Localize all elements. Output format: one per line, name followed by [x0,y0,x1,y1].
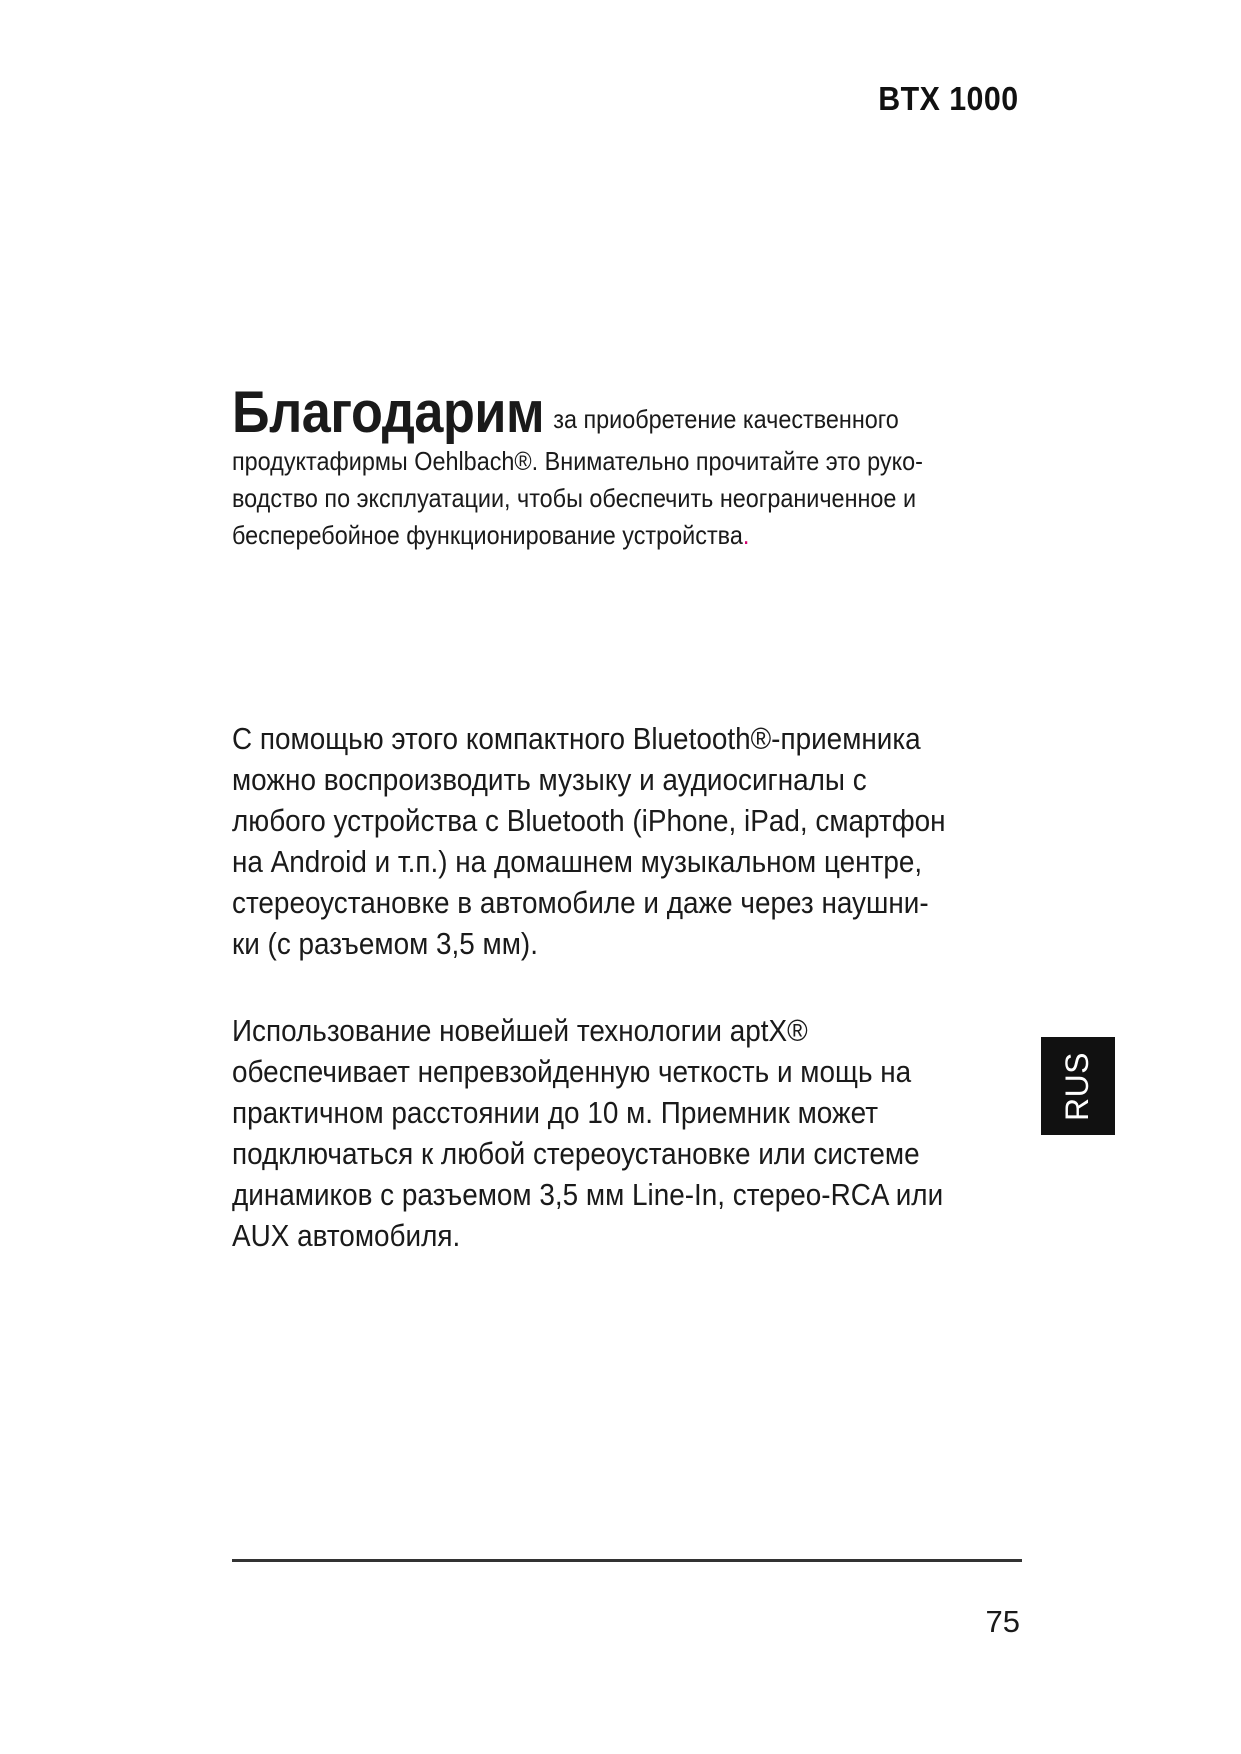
language-tab [1041,1037,1115,1135]
intro-line-4-text: бесперебойное функционирование устройства [232,520,743,550]
intro-line-3: водство по эксплуатации, чтобы обеспечить неограниченное и [232,483,917,513]
paragraph-aptx [232,1010,992,1256]
language-tab-label: RUS [1059,1051,1096,1121]
paragraph-line: обеспечивает непревзойденную четкость и мощь на [232,1054,912,1089]
intro-block [232,380,992,554]
intro-line-2: продуктафирмы Oehlbach®. Внимательно прочитайте это руко- [232,446,923,476]
accent-period: . [742,520,750,550]
paragraph-line: стереоустановке в автомобиле и даже через наушни- [232,885,929,920]
model-title: BTX 1000 [878,80,1019,117]
paragraph-line: можно воспроизводить музыку и аудиосигналы с [232,762,867,797]
paragraph-line: любого устройства с Bluetooth (iPhone, iPad, смартфон [232,803,946,838]
paragraph-bluetooth-receiver [232,718,992,964]
footer-divider [232,1559,1022,1562]
paragraph-line: подключаться к любой стереоустановке или системе [232,1136,920,1171]
paragraph-line: ки (с разъемом 3,5 мм). [232,926,538,961]
page-number: 75 [985,1604,1020,1639]
intro-line-1-text: за приобретение качественного [553,404,899,434]
paragraph-line: на Android и т.п.) на домашнем музыкальном центре, [232,844,923,879]
paragraph-line: динамиков с разъемом 3,5 мм Line-In, стерео-RCA или [232,1177,944,1212]
paragraph-line: практичном расстоянии до 10 м. Приемник может [232,1095,879,1130]
paragraph-line: С помощью этого компактного Bluetooth®-приемника [232,721,921,756]
intro-line-4 [232,517,916,554]
paragraph-line: AUX автомобиля. [232,1218,461,1253]
intro-heading: Благодарим [232,380,545,445]
paragraph-line: Использование новейшей технологии aptX® [232,1013,808,1048]
intro-line-1 [232,380,916,445]
